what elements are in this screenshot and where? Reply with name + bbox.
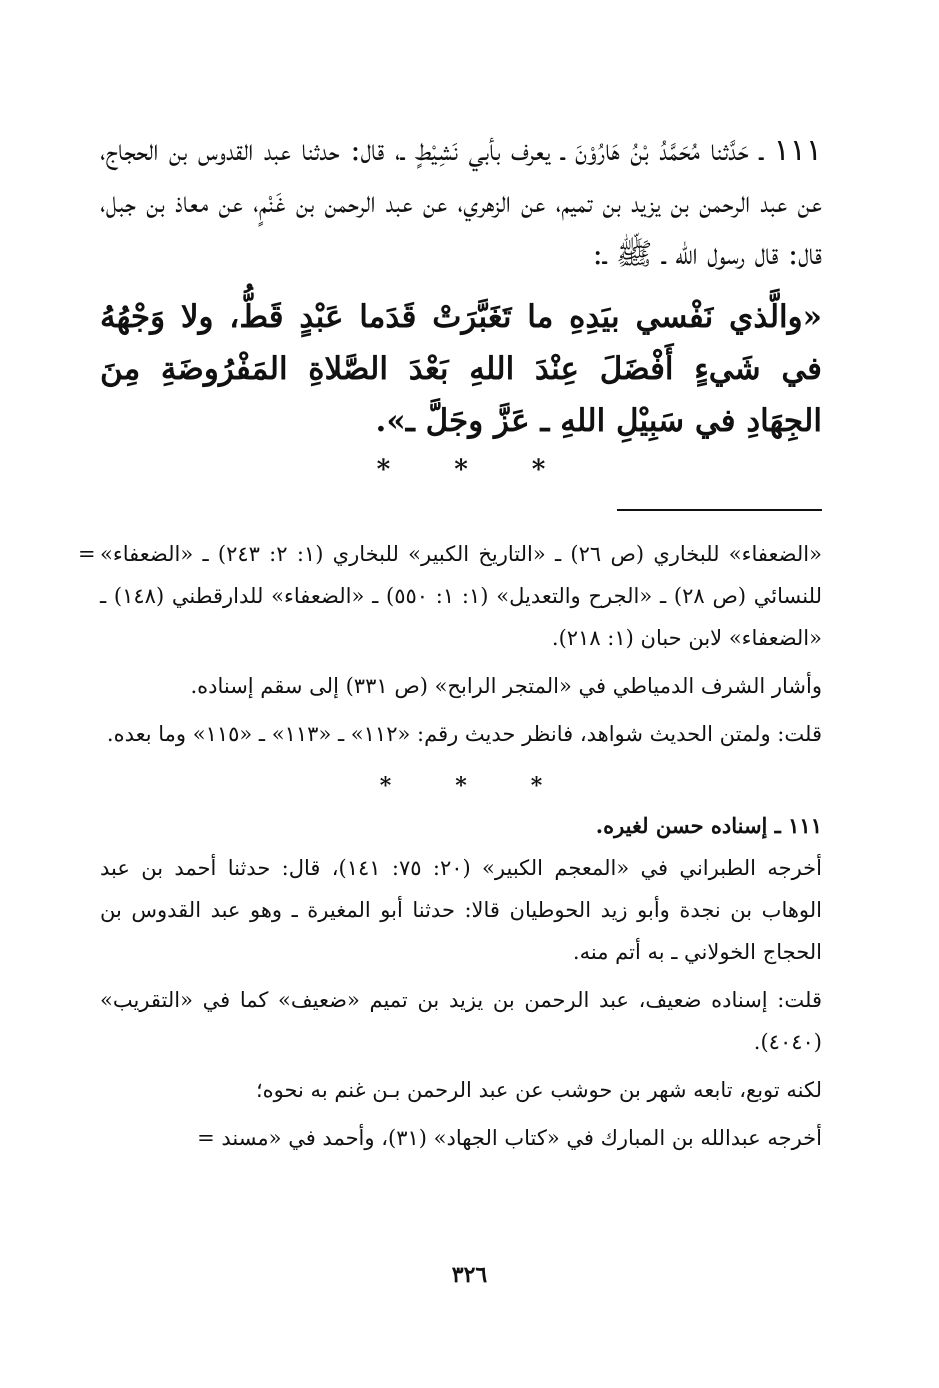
section-separator-bottom bbox=[100, 765, 822, 805]
star-glyph: * bbox=[454, 455, 468, 485]
footnotes bbox=[78, 533, 822, 1159]
page-body bbox=[78, 125, 822, 1159]
hadith-isnad: ١١١ ـ حَدَّثنا مُحَمَّدُ بْنُ هَارُوْنَ ـ يعرف بأبي نَشِيْطٍ ـ، قال: حدثنا عبد القدوس بن الحجاج، عن عبد الرحمن بن يزيد بن تميم، عن الزهري، عن عبد الرحمن بن غَنْمٍ، عن معاذ بن جبل، قال: قال رسول الله ـ ﷺ ـ: bbox=[100, 133, 822, 272]
hadith-matn: «والَّذي نَفْسي بيَدِهِ ما تَغَبَّرَتْ قَدَما عَبْدٍ قَطُّ، ولا وَجْهُهُ في شَيءٍ أَفْضَلَ عِنْدَ اللهِ بَعْدَ الصَّلاةِ المَفْرُوضَةِ مِنَ الجِهَادِ في سَبِيْلِ اللهِ ـ عَزَّ وجَلَّ ـ». bbox=[100, 299, 822, 439]
footnote-divider bbox=[617, 509, 822, 511]
continuation-mark: = bbox=[78, 542, 96, 566]
section-separator-top bbox=[100, 455, 822, 495]
footnote-sources: «الضعفاء» للبخاري (ص ٢٦) ـ «التاريخ الكبير» للبخاري (١: ٢: ٢٤٣) ـ «الضعفاء» للنسائي (ص ٢٨) ـ «الجرح والتعديل» (١: ١: ٥٥٠) ـ «الضعفاء» للدارقطني (١٤٨) ـ «الضعفاء» لابن حبان (١: ٢١٨). bbox=[100, 542, 822, 650]
star-glyph: * bbox=[530, 773, 543, 799]
footnote-sources-block bbox=[78, 533, 822, 659]
star-glyph: * bbox=[376, 455, 391, 485]
takhrij-body: أخرجه الطبراني في «المعجم الكبير» (٢٠: ٧٥: ١٤١)، قال: حدثنا أحمد بن عبد الوهاب بن نجدة وأبو زيد الحوطيان قالا: حدثنا أبو المغيرة ـ وهو عبد القدوس بن الحجاج الخولاني ـ به أتم منه. bbox=[100, 856, 822, 964]
takhrij-heading: ١١١ ـ إسناده حسن لغيره. bbox=[595, 813, 822, 838]
footnote-qultu-1: قلت: ولمتن الحديث شواهد، فانظر حديث رقم: «١١٢» ـ «١١٣» ـ «١١٥» وما بعده. bbox=[106, 722, 822, 746]
star-glyph: * bbox=[379, 773, 392, 799]
footnote-qultu-2: قلت: إسناده ضعيف، عبد الرحمن بن يزيد بن تميم «ضعيف» كما في «التقريب» (٤٠٤٠). bbox=[100, 988, 822, 1054]
footnote-mutaba: لكنه توبع، تابعه شهر بن حوشب عن عبد الرحمن بـن غنم به نحوه؛ bbox=[255, 1078, 822, 1102]
page-number: ٣٢٦ bbox=[451, 1262, 488, 1288]
star-glyph: * bbox=[531, 455, 546, 485]
footnote-ibn-mubarak: أخرجه عبدالله بن المبارك في «كتاب الجهاد» (٣١)، وأحمد في «مسند = bbox=[197, 1126, 822, 1150]
star-glyph: * bbox=[455, 773, 467, 799]
footnote-sharaf: وأشار الشرف الدمياطي في «المتجر الرابح» (ص ٣٣١) إلى سقم إسناده. bbox=[190, 674, 822, 698]
